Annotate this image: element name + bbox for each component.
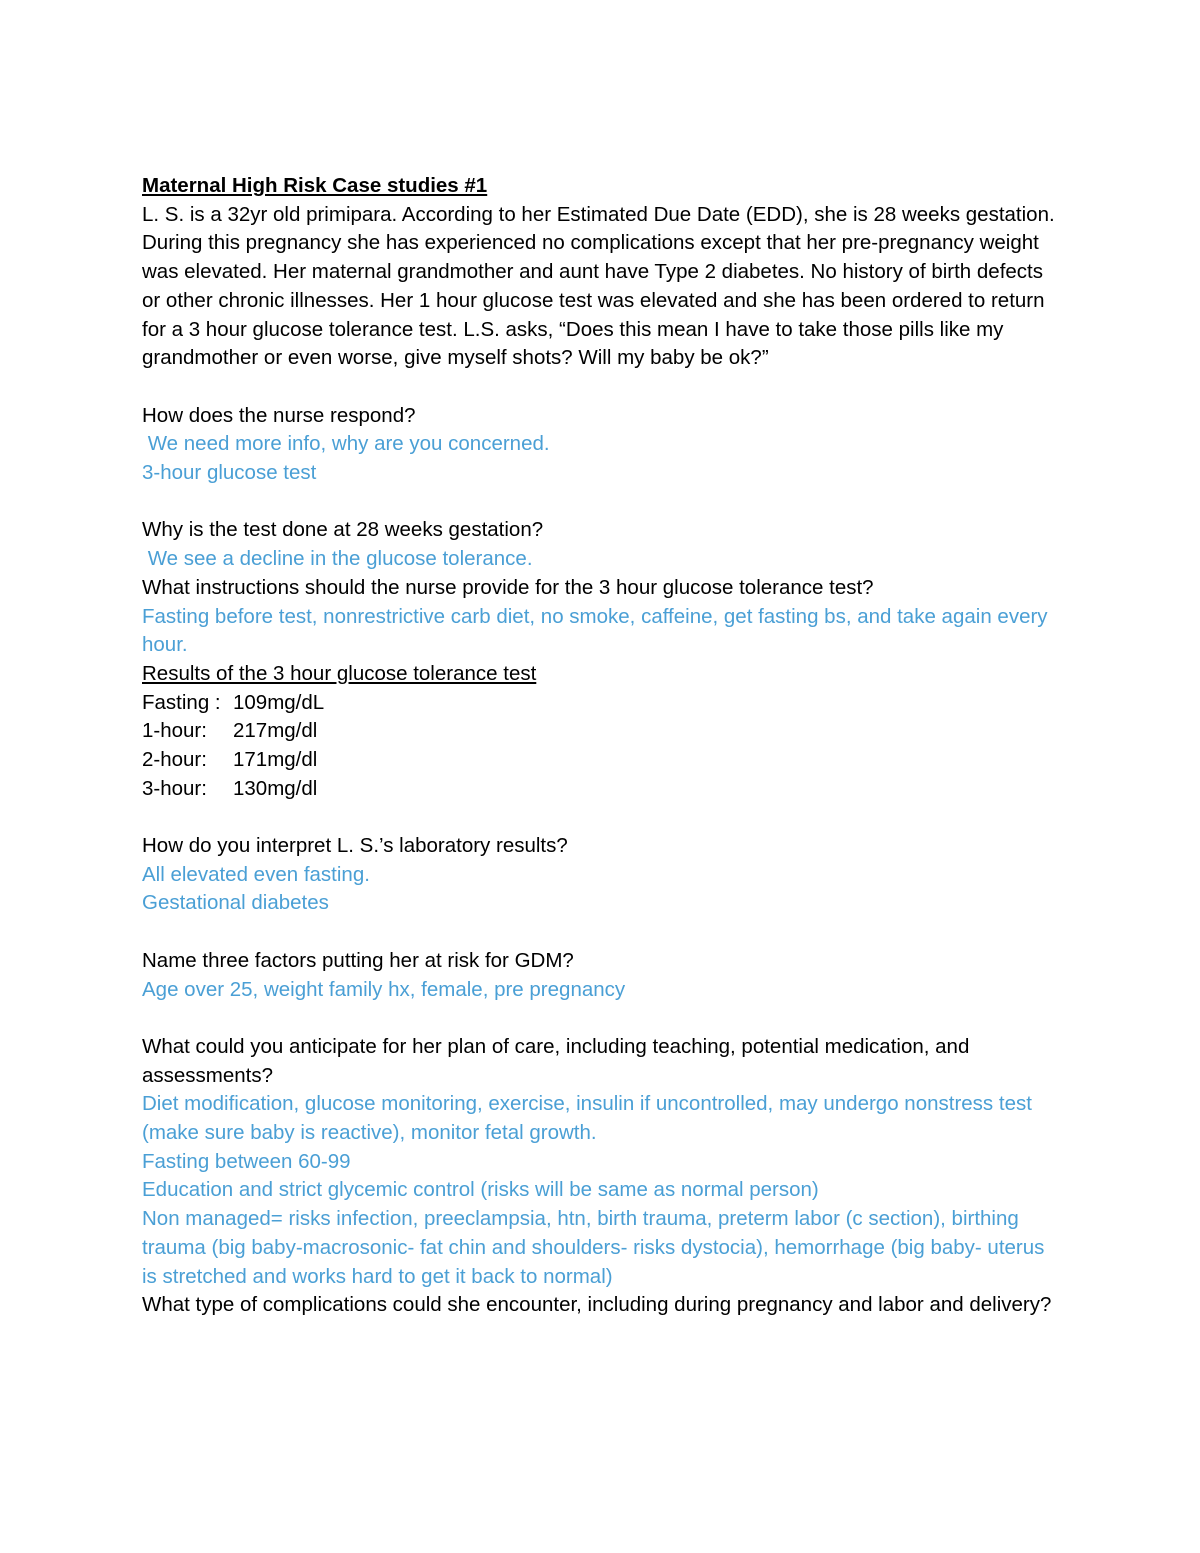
question-plan-of-care: What could you anticipate for her plan of care, including teaching, potential medication, and assessments?: [142, 1034, 970, 1087]
question-test-timing: Why is the test done at 28 weeks gestation?: [142, 518, 544, 542]
question-test-instructions: What instructions should the nurse provide for the 3 hour glucose tolerance test?: [142, 575, 874, 599]
lab-result-value: 171mg/dl: [233, 748, 318, 771]
lab-result-value: 130mg/dl: [233, 776, 318, 800]
lab-result-label: 3-hour:: [142, 776, 207, 800]
question-complications: What type of complications could she encounter, including during pregnancy and labor and delivery?: [142, 1293, 1052, 1317]
document-title: Maternal High Risk Case studies #1: [142, 174, 488, 197]
answer-plan-of-care-3: Education and strict glycemic control (risks will be same as normal person): [142, 1178, 819, 1202]
lab-result-value: 217mg/dl: [233, 719, 318, 743]
spacer: [142, 918, 1062, 947]
question-nurse-response: How does the nurse respond?: [142, 403, 416, 427]
lab-result-label: 2-hour:: [142, 748, 207, 771]
answer-plan-of-care-1: Diet modification, glucose monitoring, exercise, insulin if uncontrolled, may undergo nonstress test (make sure baby is reactive), monitor fetal growth.: [142, 1092, 1032, 1145]
lab-result-row: [142, 689, 1062, 718]
lab-result-label: 1-hour:: [142, 719, 207, 743]
spacer: [142, 373, 1062, 402]
document-page: [142, 172, 1062, 1320]
results-heading: Results of the 3 hour glucose tolerance test: [142, 661, 537, 685]
answer-nurse-response-2: 3-hour glucose test: [142, 461, 317, 485]
answer-plan-of-care-4: Non managed= risks infection, preeclampsia, htn, birth trauma, preterm labor (c section), birthing trauma (big baby-macrosonic- fat chin and shoulders- risks dystocia), hemorrhage (big baby- uterus is stretched and works hard to get it back to normal): [142, 1207, 1045, 1288]
lab-result-row: [142, 775, 1062, 804]
spacer: [142, 803, 1062, 832]
answer-plan-of-care-2: Fasting between 60-99: [142, 1149, 351, 1173]
case-description: L. S. is a 32yr old primipara. According to her Estimated Due Date (EDD), she is 28 weeks gestation. During this pregnancy she has experienced no complications except that her pre-pregnancy weight was elevated. Her maternal grandmother and aunt have Type 2 diabetes. No history of birth defects or other chronic illnesses. Her 1 hour glucose test was elevated and she has been ordered to return for a 3 hour glucose tolerance test. L.S. asks, “Does this mean I have to take those pills like my grandmother or even worse, give myself shots? Will my baby be ok?”: [142, 202, 1055, 370]
question-interpret-results: How do you interpret L. S.’s laboratory results?: [142, 834, 568, 858]
answer-nurse-response-1: We need more info, why are you concerned.: [142, 432, 550, 456]
lab-results-list: [142, 689, 1062, 804]
question-risk-factors: Name three factors putting her at risk for GDM?: [142, 948, 574, 972]
lab-result-label: Fasting :: [142, 690, 221, 714]
spacer: [142, 1004, 1062, 1033]
answer-test-timing: We see a decline in the glucose tolerance.: [142, 547, 533, 571]
lab-result-row: [142, 717, 1062, 746]
spacer: [142, 488, 1062, 517]
lab-result-value: 109mg/dL: [233, 690, 325, 714]
lab-result-row: [142, 746, 1062, 775]
answer-interpret-results-1: All elevated even fasting.: [142, 862, 370, 886]
answer-test-instructions: Fasting before test, nonrestrictive carb diet, no smoke, caffeine, get fasting bs, and take again every hour.: [142, 604, 1048, 657]
answer-interpret-results-2: Gestational diabetes: [142, 891, 329, 915]
answer-risk-factors: Age over 25, weight family hx, female, pre pregnancy: [142, 977, 626, 1001]
